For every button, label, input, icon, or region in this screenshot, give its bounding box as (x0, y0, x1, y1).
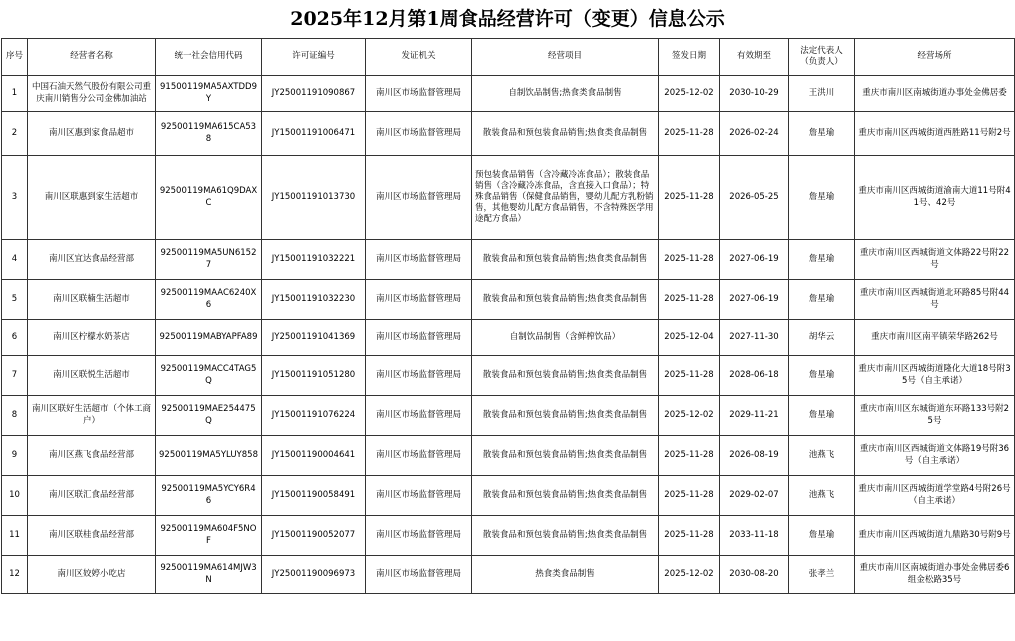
cell-index: 7 (2, 356, 28, 396)
cell-issuing-authority: 南川区市场监督管理局 (366, 320, 472, 356)
cell-premises: 重庆市南川区南城街道办事处金佛居委 (855, 76, 1015, 112)
cell-credit-code: 92500119MA604F5NOF (156, 516, 262, 556)
cell-business-scope: 散装食品和预包装食品销售;热食类食品制售 (472, 516, 659, 556)
cell-operator-name: 中国石油天然气股份有限公司重庆南川销售分公司金佛加油站 (28, 76, 156, 112)
cell-premises: 重庆市南川区西城街道隆化大道18号附35号（自主承诺） (855, 356, 1015, 396)
cell-valid-until: 2027-11-30 (720, 320, 789, 356)
cell-license-no: JY15001190058491 (262, 476, 366, 516)
cell-index: 8 (2, 396, 28, 436)
cell-valid-until: 2028-06-18 (720, 356, 789, 396)
cell-index: 12 (2, 556, 28, 594)
cell-valid-until: 2026-02-24 (720, 112, 789, 156)
cell-license-no: JY15001190004641 (262, 436, 366, 476)
cell-premises: 重庆市南川区西城街道文体路19号附36号（自主承诺） (855, 436, 1015, 476)
cell-index: 3 (2, 156, 28, 240)
cell-license-no: JY15001191006471 (262, 112, 366, 156)
table-row (2, 280, 1015, 320)
cell-operator-name: 南川区柠檬水奶茶店 (28, 320, 156, 356)
cell-business-scope: 自制饮品制售（含鲜榨饮品） (472, 320, 659, 356)
cell-legal-rep: 詹星瑜 (789, 356, 855, 396)
column-header: 许可证编号 (262, 39, 366, 76)
cell-credit-code: 92500119MA5YCY6R46 (156, 476, 262, 516)
cell-license-no: JY25001191041369 (262, 320, 366, 356)
cell-credit-code: 91500119MA5AXTDD9Y (156, 76, 262, 112)
cell-license-no: JY15001191032221 (262, 240, 366, 280)
cell-legal-rep: 詹星瑜 (789, 156, 855, 240)
cell-credit-code: 92500119MA5YLUY858 (156, 436, 262, 476)
cell-legal-rep: 詹星瑜 (789, 240, 855, 280)
table-row (2, 396, 1015, 436)
column-header: 有效期至 (720, 39, 789, 76)
cell-valid-until: 2026-08-19 (720, 436, 789, 476)
license-table (1, 38, 1015, 594)
cell-premises: 重庆市南川区西城街道学堂路4号附26号（自主承诺） (855, 476, 1015, 516)
cell-operator-name: 南川区姣婷小吃店 (28, 556, 156, 594)
cell-license-no: JY15001190052077 (262, 516, 366, 556)
cell-valid-until: 2030-10-29 (720, 76, 789, 112)
cell-license-no: JY15001191076224 (262, 396, 366, 436)
cell-issue-date: 2025-11-28 (659, 476, 720, 516)
cell-issue-date: 2025-11-28 (659, 516, 720, 556)
table-row (2, 356, 1015, 396)
table-row (2, 436, 1015, 476)
cell-valid-until: 2030-08-20 (720, 556, 789, 594)
cell-operator-name: 南川区联惠到家生活超市 (28, 156, 156, 240)
cell-valid-until: 2029-11-21 (720, 396, 789, 436)
cell-credit-code: 92500119MACC4TAG5Q (156, 356, 262, 396)
column-header: 序号 (2, 39, 28, 76)
cell-operator-name: 南川区联桂食品经营部 (28, 516, 156, 556)
cell-issue-date: 2025-11-28 (659, 280, 720, 320)
cell-issuing-authority: 南川区市场监督管理局 (366, 112, 472, 156)
cell-business-scope: 预包装食品销售（含冷藏冷冻食品）；散装食品销售（含冷藏冷冻食品，含直接入口食品）；特殊食品销售（保健食品销售，婴幼儿配方乳粉销售，其他婴幼儿配方食品销售，不含特殊医学用途配方食品） (472, 156, 659, 240)
cell-premises: 重庆市南川区南平镇荣华路262号 (855, 320, 1015, 356)
cell-issuing-authority: 南川区市场监督管理局 (366, 516, 472, 556)
column-header: 统一社会信用代码 (156, 39, 262, 76)
table-row (2, 476, 1015, 516)
column-header: 经营者名称 (28, 39, 156, 76)
cell-credit-code: 92500119MA614MJW3N (156, 556, 262, 594)
cell-license-no: JY15001191032230 (262, 280, 366, 320)
cell-issue-date: 2025-11-28 (659, 240, 720, 280)
table-row (2, 156, 1015, 240)
cell-issue-date: 2025-12-04 (659, 320, 720, 356)
cell-index: 5 (2, 280, 28, 320)
cell-legal-rep: 池燕飞 (789, 436, 855, 476)
cell-business-scope: 散装食品和预包装食品销售;热食类食品制售 (472, 280, 659, 320)
cell-index: 11 (2, 516, 28, 556)
cell-index: 10 (2, 476, 28, 516)
cell-index: 9 (2, 436, 28, 476)
cell-valid-until: 2029-02-07 (720, 476, 789, 516)
cell-business-scope: 散装食品和预包装食品销售;热食类食品制售 (472, 356, 659, 396)
cell-premises: 重庆市南川区西城街道北环路85号附44号 (855, 280, 1015, 320)
table-row (2, 112, 1015, 156)
header-row (2, 39, 1015, 76)
cell-issue-date: 2025-12-02 (659, 396, 720, 436)
cell-operator-name: 南川区燕飞食品经营部 (28, 436, 156, 476)
table-row (2, 240, 1015, 280)
cell-legal-rep: 胡华云 (789, 320, 855, 356)
cell-valid-until: 2026-05-25 (720, 156, 789, 240)
cell-license-no: JY25001191090867 (262, 76, 366, 112)
cell-legal-rep: 池燕飞 (789, 476, 855, 516)
cell-credit-code: 92500119MABYAPFA89 (156, 320, 262, 356)
cell-business-scope: 散装食品和预包装食品销售;热食类食品制售 (472, 436, 659, 476)
table-row (2, 76, 1015, 112)
column-header: 经营项目 (472, 39, 659, 76)
cell-credit-code: 92500119MA5UN61527 (156, 240, 262, 280)
cell-issuing-authority: 南川区市场监督管理局 (366, 76, 472, 112)
column-header: 发证机关 (366, 39, 472, 76)
cell-issuing-authority: 南川区市场监督管理局 (366, 280, 472, 320)
cell-operator-name: 南川区惠到家食品超市 (28, 112, 156, 156)
cell-business-scope: 自制饮品制售;热食类食品制售 (472, 76, 659, 112)
cell-operator-name: 南川区联汇食品经营部 (28, 476, 156, 516)
table-row (2, 320, 1015, 356)
cell-license-no: JY15001191051280 (262, 356, 366, 396)
cell-issue-date: 2025-11-28 (659, 156, 720, 240)
cell-business-scope: 散装食品和预包装食品销售;热食类食品制售 (472, 476, 659, 516)
cell-premises: 重庆市南川区西城街道渝南大道11号附41号、42号 (855, 156, 1015, 240)
table-row (2, 516, 1015, 556)
cell-legal-rep: 詹星瑜 (789, 112, 855, 156)
cell-business-scope: 散装食品和预包装食品销售;热食类食品制售 (472, 240, 659, 280)
cell-business-scope: 散装食品和预包装食品销售;热食类食品制售 (472, 112, 659, 156)
cell-premises: 重庆市南川区南城街道办事处金佛居委6组金松路35号 (855, 556, 1015, 594)
cell-legal-rep: 詹星瑜 (789, 516, 855, 556)
cell-issue-date: 2025-11-28 (659, 112, 720, 156)
cell-operator-name: 南川区联悦生活超市 (28, 356, 156, 396)
page-title: 2025年12月第1周食品经营许可（变更）信息公示 (290, 8, 725, 30)
cell-issuing-authority: 南川区市场监督管理局 (366, 240, 472, 280)
cell-issuing-authority: 南川区市场监督管理局 (366, 476, 472, 516)
cell-issue-date: 2025-12-02 (659, 556, 720, 594)
cell-legal-rep: 张孝兰 (789, 556, 855, 594)
cell-issuing-authority: 南川区市场监督管理局 (366, 156, 472, 240)
cell-premises: 重庆市南川区西城街道西胜路11号附2号 (855, 112, 1015, 156)
cell-legal-rep: 詹星瑜 (789, 280, 855, 320)
cell-premises: 重庆市南川区东城街道东环路133号附25号 (855, 396, 1015, 436)
cell-credit-code: 92500119MA615CA538 (156, 112, 262, 156)
cell-valid-until: 2033-11-18 (720, 516, 789, 556)
cell-license-no: JY25001190096973 (262, 556, 366, 594)
cell-credit-code: 92500119MAAC6240X6 (156, 280, 262, 320)
cell-issue-date: 2025-11-28 (659, 356, 720, 396)
cell-issuing-authority: 南川区市场监督管理局 (366, 436, 472, 476)
cell-business-scope: 热食类食品制售 (472, 556, 659, 594)
column-header: 签发日期 (659, 39, 720, 76)
column-header: 经营场所 (855, 39, 1015, 76)
cell-operator-name: 南川区联楠生活超市 (28, 280, 156, 320)
cell-valid-until: 2027-06-19 (720, 280, 789, 320)
cell-premises: 重庆市南川区西城街道文体路22号附22号 (855, 240, 1015, 280)
cell-issuing-authority: 南川区市场监督管理局 (366, 356, 472, 396)
table-row (2, 556, 1015, 594)
cell-issuing-authority: 南川区市场监督管理局 (366, 396, 472, 436)
table-body (2, 76, 1015, 594)
cell-issue-date: 2025-11-28 (659, 436, 720, 476)
cell-license-no: JY15001191013730 (262, 156, 366, 240)
cell-valid-until: 2027-06-19 (720, 240, 789, 280)
cell-legal-rep: 王洪川 (789, 76, 855, 112)
cell-premises: 重庆市南川区西城街道九鼎路30号附9号 (855, 516, 1015, 556)
cell-index: 6 (2, 320, 28, 356)
cell-business-scope: 散装食品和预包装食品销售;热食类食品制售 (472, 396, 659, 436)
cell-legal-rep: 詹星瑜 (789, 396, 855, 436)
cell-credit-code: 92500119MA61Q9DAXC (156, 156, 262, 240)
cell-index: 4 (2, 240, 28, 280)
cell-operator-name: 南川区宜达食品经营部 (28, 240, 156, 280)
cell-operator-name: 南川区联好生活超市（个体工商户） (28, 396, 156, 436)
cell-index: 1 (2, 76, 28, 112)
cell-issuing-authority: 南川区市场监督管理局 (366, 556, 472, 594)
column-header: 法定代表人（负责人） (789, 39, 855, 76)
cell-credit-code: 92500119MAE254475Q (156, 396, 262, 436)
cell-index: 2 (2, 112, 28, 156)
cell-issue-date: 2025-12-02 (659, 76, 720, 112)
